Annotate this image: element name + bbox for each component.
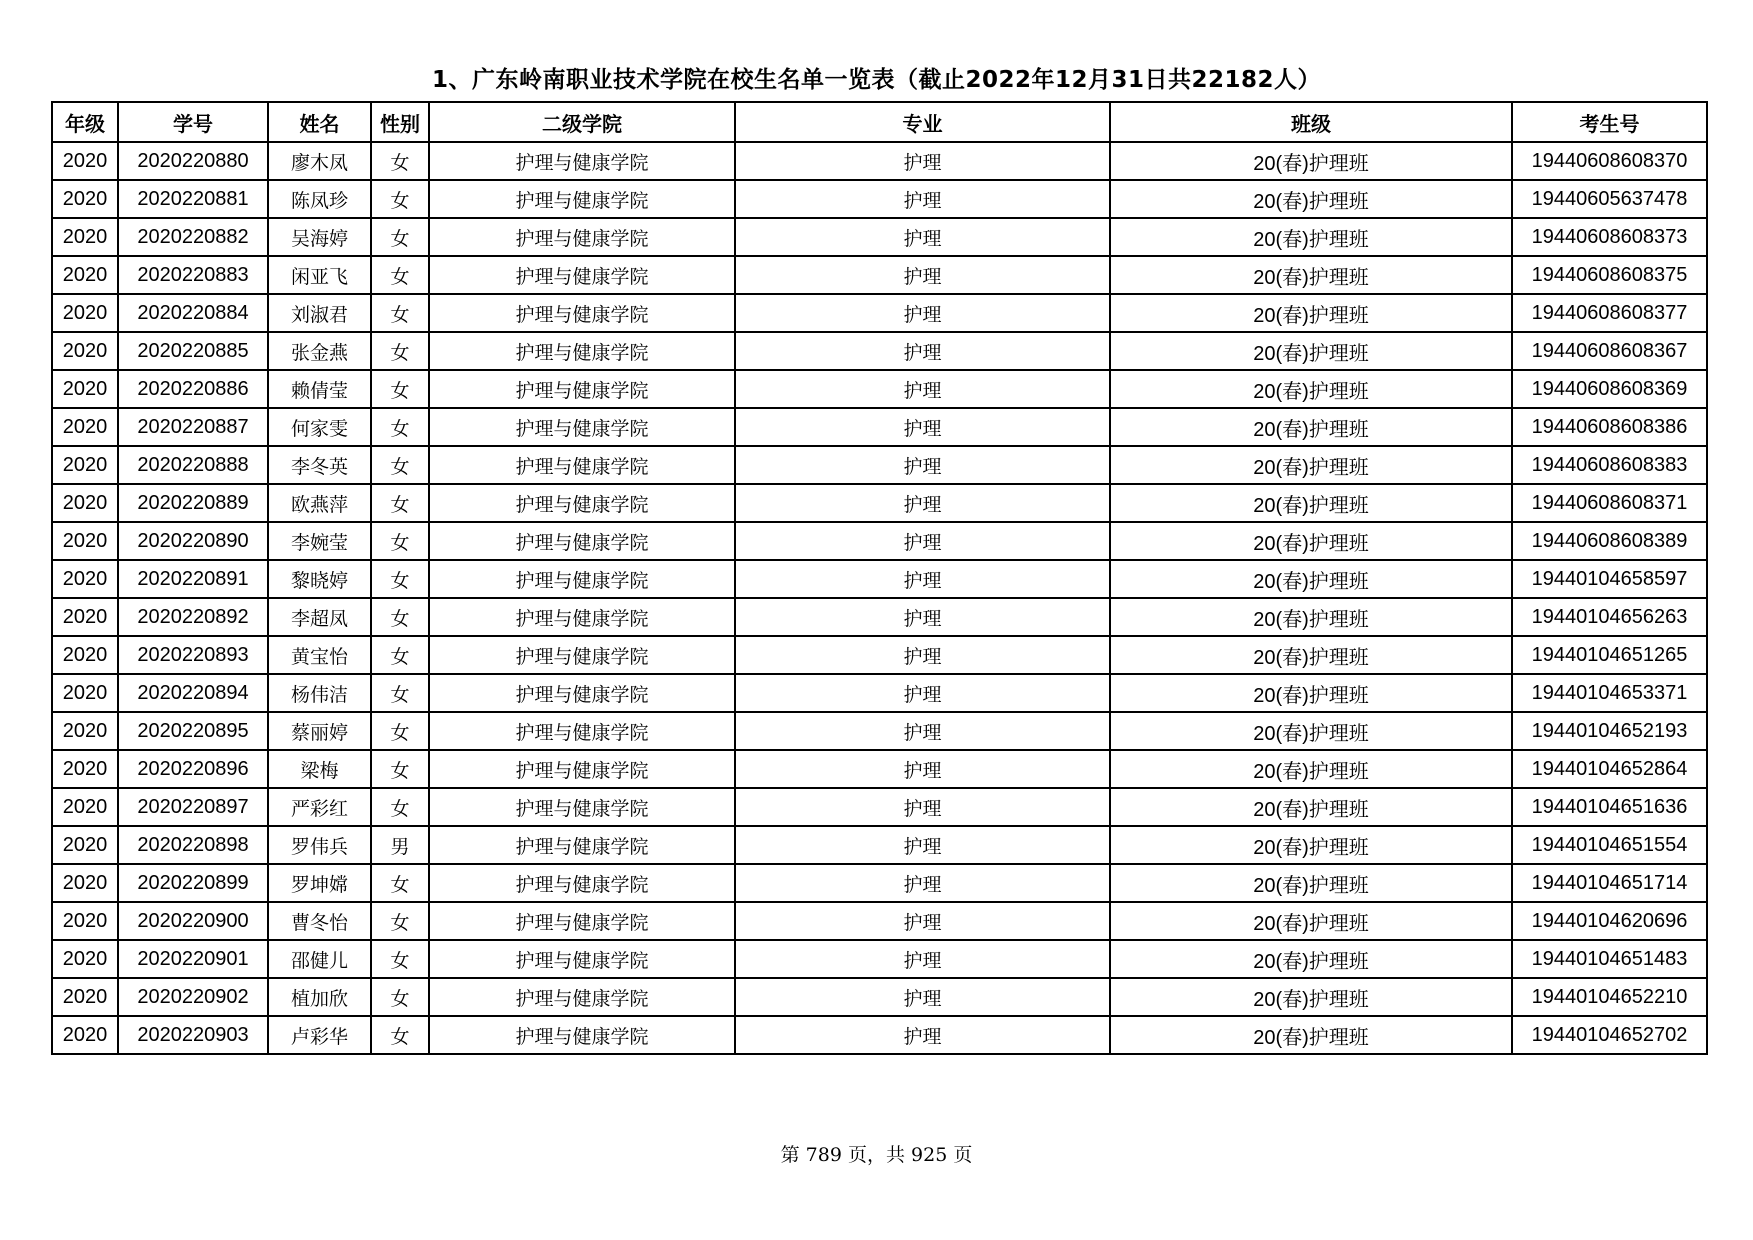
cell-student-id: 2020220885 [118, 332, 268, 370]
cell-exam-number: 19440104651714 [1512, 864, 1707, 902]
cell-college: 护理与健康学院 [429, 218, 735, 256]
cell-name: 黎晓婷 [268, 560, 371, 598]
cell-name: 邵健儿 [268, 940, 371, 978]
cell-name: 严彩红 [268, 788, 371, 826]
cell-grade: 2020 [52, 674, 118, 712]
cell-gender: 女 [371, 788, 429, 826]
cell-college: 护理与健康学院 [429, 256, 735, 294]
cell-class: 20(春)护理班 [1110, 560, 1512, 598]
cell-college: 护理与健康学院 [429, 674, 735, 712]
cell-gender: 女 [371, 370, 429, 408]
table-row [52, 560, 1707, 598]
cell-student-id: 2020220902 [118, 978, 268, 1016]
cell-name: 李冬英 [268, 446, 371, 484]
cell-student-id: 2020220887 [118, 408, 268, 446]
cell-major: 护理 [735, 446, 1110, 484]
table-row [52, 826, 1707, 864]
cell-class: 20(春)护理班 [1110, 1016, 1512, 1054]
cell-grade: 2020 [52, 864, 118, 902]
cell-exam-number: 19440104651636 [1512, 788, 1707, 826]
header-grade: 年级 [52, 102, 118, 142]
cell-name: 黄宝怡 [268, 636, 371, 674]
cell-name: 廖木凤 [268, 142, 371, 180]
cell-class: 20(春)护理班 [1110, 522, 1512, 560]
cell-gender: 女 [371, 978, 429, 1016]
cell-exam-number: 19440608608383 [1512, 446, 1707, 484]
cell-gender: 女 [371, 142, 429, 180]
student-roster-table [51, 101, 1708, 1055]
cell-college: 护理与健康学院 [429, 1016, 735, 1054]
cell-grade: 2020 [52, 484, 118, 522]
cell-gender: 男 [371, 826, 429, 864]
cell-grade: 2020 [52, 712, 118, 750]
cell-college: 护理与健康学院 [429, 940, 735, 978]
cell-gender: 女 [371, 218, 429, 256]
cell-name: 吴海婷 [268, 218, 371, 256]
cell-major: 护理 [735, 484, 1110, 522]
header-gender: 性别 [371, 102, 429, 142]
cell-name: 欧燕萍 [268, 484, 371, 522]
cell-grade: 2020 [52, 370, 118, 408]
cell-college: 护理与健康学院 [429, 522, 735, 560]
cell-college: 护理与健康学院 [429, 750, 735, 788]
cell-class: 20(春)护理班 [1110, 332, 1512, 370]
table-row [52, 446, 1707, 484]
table-row [52, 180, 1707, 218]
cell-grade: 2020 [52, 522, 118, 560]
cell-student-id: 2020220890 [118, 522, 268, 560]
table-row [52, 902, 1707, 940]
cell-class: 20(春)护理班 [1110, 940, 1512, 978]
table-row [52, 978, 1707, 1016]
cell-student-id: 2020220895 [118, 712, 268, 750]
cell-college: 护理与健康学院 [429, 294, 735, 332]
cell-student-id: 2020220900 [118, 902, 268, 940]
cell-student-id: 2020220897 [118, 788, 268, 826]
cell-major: 护理 [735, 370, 1110, 408]
cell-student-id: 2020220901 [118, 940, 268, 978]
cell-exam-number: 19440104656263 [1512, 598, 1707, 636]
header-major: 专业 [735, 102, 1110, 142]
cell-grade: 2020 [52, 142, 118, 180]
cell-class: 20(春)护理班 [1110, 256, 1512, 294]
cell-grade: 2020 [52, 940, 118, 978]
cell-class: 20(春)护理班 [1110, 180, 1512, 218]
cell-grade: 2020 [52, 294, 118, 332]
cell-name: 何家雯 [268, 408, 371, 446]
cell-exam-number: 19440104651554 [1512, 826, 1707, 864]
cell-exam-number: 19440104652193 [1512, 712, 1707, 750]
cell-major: 护理 [735, 712, 1110, 750]
cell-gender: 女 [371, 484, 429, 522]
cell-major: 护理 [735, 560, 1110, 598]
table-row [52, 408, 1707, 446]
cell-name: 杨伟洁 [268, 674, 371, 712]
cell-major: 护理 [735, 826, 1110, 864]
cell-class: 20(春)护理班 [1110, 142, 1512, 180]
cell-student-id: 2020220892 [118, 598, 268, 636]
cell-student-id: 2020220898 [118, 826, 268, 864]
table-row [52, 1016, 1707, 1054]
cell-college: 护理与健康学院 [429, 788, 735, 826]
cell-gender: 女 [371, 940, 429, 978]
cell-student-id: 2020220888 [118, 446, 268, 484]
table-row [52, 294, 1707, 332]
cell-major: 护理 [735, 598, 1110, 636]
table-row [52, 940, 1707, 978]
table-row [52, 332, 1707, 370]
cell-name: 植加欣 [268, 978, 371, 1016]
cell-class: 20(春)护理班 [1110, 636, 1512, 674]
cell-class: 20(春)护理班 [1110, 712, 1512, 750]
cell-major: 护理 [735, 864, 1110, 902]
cell-class: 20(春)护理班 [1110, 826, 1512, 864]
cell-name: 曹冬怡 [268, 902, 371, 940]
table-row [52, 750, 1707, 788]
cell-name: 陈凤珍 [268, 180, 371, 218]
cell-class: 20(春)护理班 [1110, 902, 1512, 940]
cell-exam-number: 19440608608389 [1512, 522, 1707, 560]
cell-college: 护理与健康学院 [429, 446, 735, 484]
cell-college: 护理与健康学院 [429, 332, 735, 370]
cell-gender: 女 [371, 332, 429, 370]
cell-student-id: 2020220886 [118, 370, 268, 408]
cell-gender: 女 [371, 294, 429, 332]
cell-major: 护理 [735, 522, 1110, 560]
cell-name: 刘淑君 [268, 294, 371, 332]
cell-college: 护理与健康学院 [429, 636, 735, 674]
cell-college: 护理与健康学院 [429, 712, 735, 750]
cell-major: 护理 [735, 408, 1110, 446]
cell-exam-number: 19440104651483 [1512, 940, 1707, 978]
cell-college: 护理与健康学院 [429, 370, 735, 408]
cell-major: 护理 [735, 180, 1110, 218]
cell-college: 护理与健康学院 [429, 902, 735, 940]
cell-name: 张金燕 [268, 332, 371, 370]
cell-class: 20(春)护理班 [1110, 788, 1512, 826]
cell-name: 蔡丽婷 [268, 712, 371, 750]
cell-name: 梁梅 [268, 750, 371, 788]
cell-exam-number: 19440608608377 [1512, 294, 1707, 332]
cell-gender: 女 [371, 902, 429, 940]
cell-student-id: 2020220891 [118, 560, 268, 598]
cell-gender: 女 [371, 864, 429, 902]
cell-gender: 女 [371, 712, 429, 750]
cell-exam-number: 19440608608373 [1512, 218, 1707, 256]
cell-class: 20(春)护理班 [1110, 978, 1512, 1016]
cell-college: 护理与健康学院 [429, 560, 735, 598]
cell-gender: 女 [371, 636, 429, 674]
cell-major: 护理 [735, 218, 1110, 256]
cell-grade: 2020 [52, 902, 118, 940]
cell-exam-number: 19440104652210 [1512, 978, 1707, 1016]
cell-class: 20(春)护理班 [1110, 408, 1512, 446]
header-class: 班级 [1110, 102, 1512, 142]
cell-major: 护理 [735, 788, 1110, 826]
cell-major: 护理 [735, 142, 1110, 180]
cell-exam-number: 19440608608369 [1512, 370, 1707, 408]
cell-exam-number: 19440104652702 [1512, 1016, 1707, 1054]
cell-exam-number: 19440104651265 [1512, 636, 1707, 674]
cell-exam-number: 19440608608367 [1512, 332, 1707, 370]
cell-major: 护理 [735, 1016, 1110, 1054]
cell-grade: 2020 [52, 978, 118, 1016]
cell-student-id: 2020220880 [118, 142, 268, 180]
page-number-footer: 第 789 页，共 925 页 [780, 1144, 973, 1166]
cell-exam-number: 19440104653371 [1512, 674, 1707, 712]
cell-grade: 2020 [52, 750, 118, 788]
cell-gender: 女 [371, 256, 429, 294]
cell-class: 20(春)护理班 [1110, 750, 1512, 788]
header-student-id: 学号 [118, 102, 268, 142]
cell-name: 罗坤嫦 [268, 864, 371, 902]
cell-exam-number: 19440104658597 [1512, 560, 1707, 598]
header-name: 姓名 [268, 102, 371, 142]
cell-exam-number: 19440605637478 [1512, 180, 1707, 218]
cell-grade: 2020 [52, 788, 118, 826]
cell-grade: 2020 [52, 1016, 118, 1054]
cell-name: 赖倩莹 [268, 370, 371, 408]
cell-gender: 女 [371, 522, 429, 560]
cell-class: 20(春)护理班 [1110, 446, 1512, 484]
cell-class: 20(春)护理班 [1110, 598, 1512, 636]
cell-exam-number: 19440104652864 [1512, 750, 1707, 788]
cell-exam-number: 19440608608375 [1512, 256, 1707, 294]
cell-gender: 女 [371, 674, 429, 712]
cell-name: 李超凤 [268, 598, 371, 636]
cell-name: 卢彩华 [268, 1016, 371, 1054]
cell-gender: 女 [371, 598, 429, 636]
cell-class: 20(春)护理班 [1110, 218, 1512, 256]
cell-major: 护理 [735, 294, 1110, 332]
cell-major: 护理 [735, 902, 1110, 940]
cell-student-id: 2020220896 [118, 750, 268, 788]
cell-exam-number: 19440104620696 [1512, 902, 1707, 940]
cell-grade: 2020 [52, 180, 118, 218]
cell-gender: 女 [371, 750, 429, 788]
cell-major: 护理 [735, 674, 1110, 712]
table-row [52, 142, 1707, 180]
cell-student-id: 2020220894 [118, 674, 268, 712]
header-college: 二级学院 [429, 102, 735, 142]
cell-exam-number: 19440608608370 [1512, 142, 1707, 180]
table-body [52, 142, 1707, 1054]
cell-gender: 女 [371, 1016, 429, 1054]
cell-college: 护理与健康学院 [429, 826, 735, 864]
table-header-row [52, 102, 1707, 142]
cell-class: 20(春)护理班 [1110, 370, 1512, 408]
cell-class: 20(春)护理班 [1110, 864, 1512, 902]
table-row [52, 788, 1707, 826]
cell-college: 护理与健康学院 [429, 978, 735, 1016]
cell-gender: 女 [371, 560, 429, 598]
cell-grade: 2020 [52, 218, 118, 256]
table-row [52, 598, 1707, 636]
cell-exam-number: 19440608608371 [1512, 484, 1707, 522]
cell-student-id: 2020220893 [118, 636, 268, 674]
cell-grade: 2020 [52, 598, 118, 636]
table-row [52, 370, 1707, 408]
cell-exam-number: 19440608608386 [1512, 408, 1707, 446]
cell-major: 护理 [735, 750, 1110, 788]
cell-student-id: 2020220899 [118, 864, 268, 902]
cell-college: 护理与健康学院 [429, 408, 735, 446]
cell-class: 20(春)护理班 [1110, 484, 1512, 522]
cell-grade: 2020 [52, 826, 118, 864]
cell-college: 护理与健康学院 [429, 864, 735, 902]
cell-college: 护理与健康学院 [429, 598, 735, 636]
cell-gender: 女 [371, 408, 429, 446]
cell-college: 护理与健康学院 [429, 142, 735, 180]
cell-grade: 2020 [52, 256, 118, 294]
cell-class: 20(春)护理班 [1110, 294, 1512, 332]
table-row [52, 256, 1707, 294]
cell-student-id: 2020220883 [118, 256, 268, 294]
cell-major: 护理 [735, 940, 1110, 978]
cell-gender: 女 [371, 180, 429, 218]
table-row [52, 218, 1707, 256]
cell-student-id: 2020220884 [118, 294, 268, 332]
cell-grade: 2020 [52, 446, 118, 484]
cell-grade: 2020 [52, 332, 118, 370]
cell-college: 护理与健康学院 [429, 180, 735, 218]
document-title: 1、广东岭南职业技术学院在校生名单一览表（截止2022年12月31日共22182人） [431, 67, 1322, 93]
header-exam-number: 考生号 [1512, 102, 1707, 142]
table-row [52, 484, 1707, 522]
cell-grade: 2020 [52, 560, 118, 598]
cell-major: 护理 [735, 256, 1110, 294]
cell-student-id: 2020220882 [118, 218, 268, 256]
cell-major: 护理 [735, 332, 1110, 370]
cell-gender: 女 [371, 446, 429, 484]
cell-student-id: 2020220881 [118, 180, 268, 218]
cell-name: 罗伟兵 [268, 826, 371, 864]
table-row [52, 522, 1707, 560]
cell-major: 护理 [735, 978, 1110, 1016]
cell-major: 护理 [735, 636, 1110, 674]
cell-student-id: 2020220903 [118, 1016, 268, 1054]
cell-class: 20(春)护理班 [1110, 674, 1512, 712]
table-row [52, 636, 1707, 674]
cell-college: 护理与健康学院 [429, 484, 735, 522]
table-row [52, 864, 1707, 902]
cell-grade: 2020 [52, 636, 118, 674]
cell-name: 闲亚飞 [268, 256, 371, 294]
cell-student-id: 2020220889 [118, 484, 268, 522]
cell-grade: 2020 [52, 408, 118, 446]
table-row [52, 712, 1707, 750]
cell-name: 李婉莹 [268, 522, 371, 560]
table-row [52, 674, 1707, 712]
